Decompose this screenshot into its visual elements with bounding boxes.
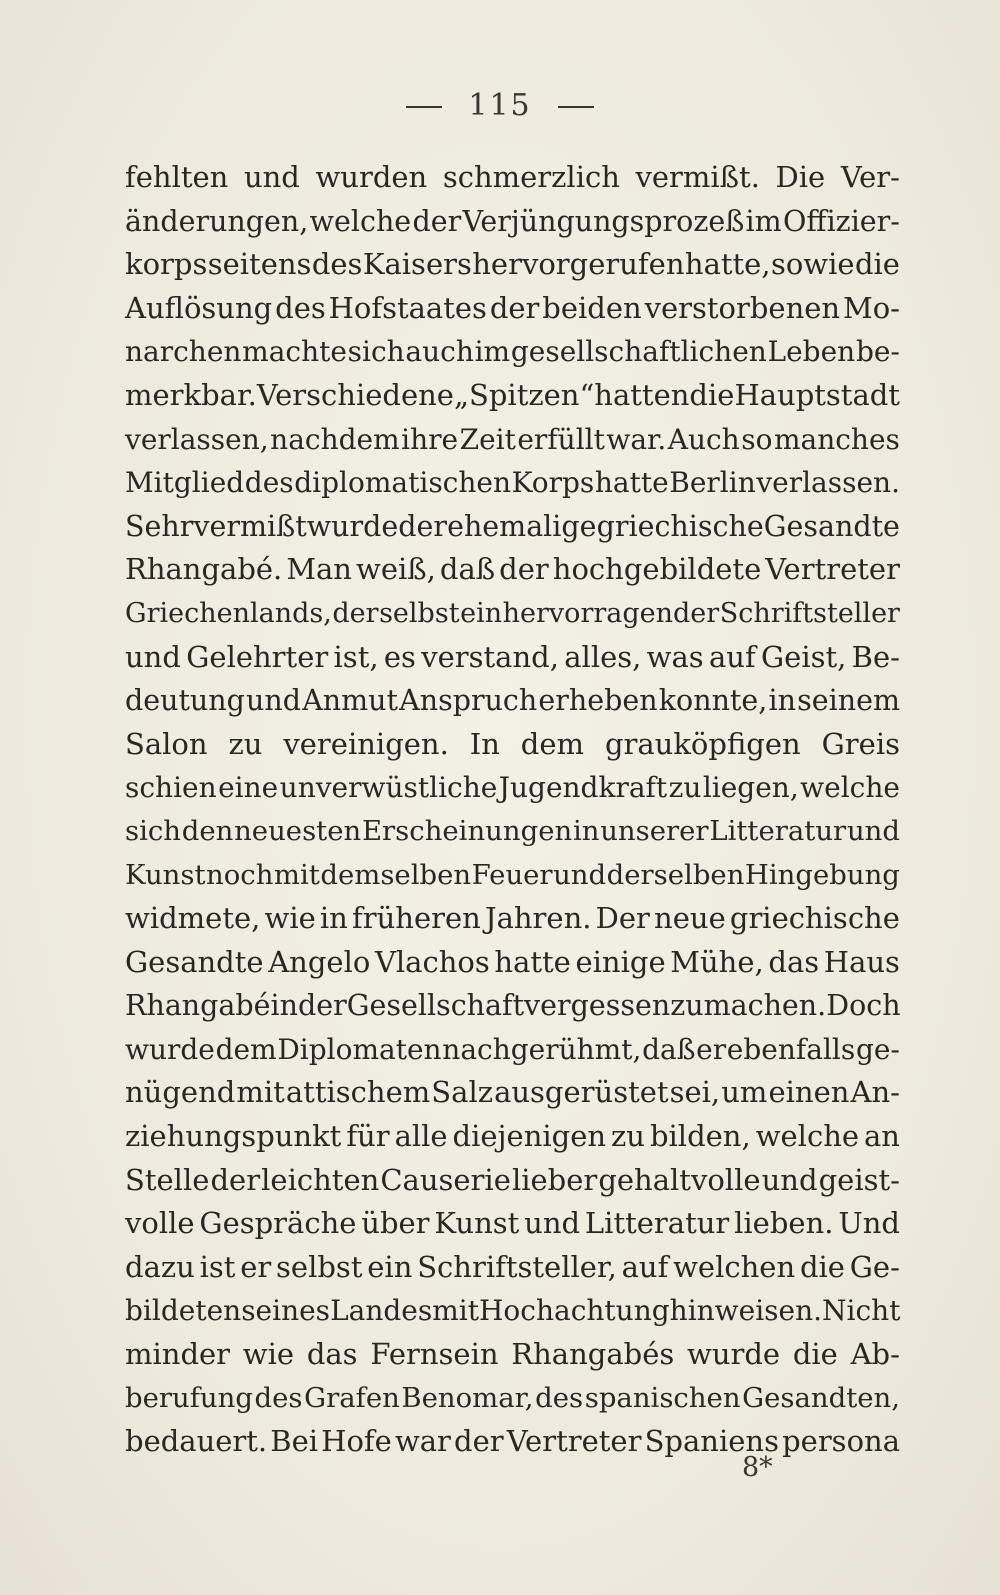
word: beiden	[542, 290, 642, 325]
word: hatte	[594, 466, 669, 500]
word: be-	[855, 335, 900, 369]
word: früheren	[352, 901, 481, 936]
word: verstand,	[421, 639, 559, 674]
word: der	[398, 509, 448, 543]
word: zu	[611, 1119, 645, 1154]
word: er	[696, 1032, 727, 1066]
word: unserer	[600, 814, 709, 847]
word: Der	[595, 901, 650, 936]
word: die	[792, 1337, 838, 1372]
text-line	[125, 766, 900, 810]
word: Offizier-	[782, 204, 900, 238]
word: grauköpfigen	[604, 726, 801, 761]
word: die	[854, 247, 900, 282]
word: und	[761, 1162, 818, 1197]
word: Gesandte	[125, 944, 264, 979]
word: hinweisen.	[669, 1294, 823, 1328]
word: Hochachtung	[479, 1294, 670, 1328]
word: die	[689, 377, 735, 412]
word: das	[306, 1337, 358, 1372]
word: An-	[850, 1075, 900, 1110]
word: attischem	[285, 1075, 431, 1110]
word: Haus	[823, 944, 900, 979]
word: seines	[241, 1294, 331, 1328]
word: Bei	[270, 1424, 319, 1459]
word: mit	[273, 858, 320, 891]
page-header	[0, 88, 1000, 123]
text-line	[125, 374, 900, 418]
word: welche	[800, 771, 900, 805]
word: und	[846, 814, 900, 847]
word: ge-	[855, 1032, 900, 1066]
word: sowie	[770, 247, 855, 282]
word: Hingebung	[744, 858, 900, 891]
text-line	[125, 1246, 900, 1290]
word: Rhangabé	[125, 989, 271, 1023]
word: hatte	[494, 944, 571, 979]
word: Vertreter	[765, 552, 900, 587]
word: auf	[708, 639, 756, 674]
word: Geist,	[761, 639, 847, 674]
word: Litteratur	[584, 1206, 730, 1241]
word: und	[125, 639, 181, 674]
word: hatten	[594, 377, 690, 412]
word: in	[572, 814, 600, 847]
word: Auflösung	[125, 290, 273, 325]
word: für	[346, 1119, 390, 1154]
word: lieben.	[734, 1206, 834, 1241]
word: Zeit	[459, 422, 516, 456]
word: berufung	[125, 1381, 253, 1414]
word: neue	[654, 901, 726, 936]
word: wurde	[125, 1032, 215, 1066]
word: welche	[309, 204, 412, 238]
word: griechische	[729, 901, 900, 936]
text-line	[125, 461, 900, 505]
word: der	[412, 204, 462, 238]
word: bilden,	[649, 1119, 751, 1154]
word: daß	[439, 552, 496, 587]
word: Korps	[511, 466, 595, 500]
word: selbst	[379, 597, 460, 629]
text-line	[125, 1028, 900, 1072]
word: Ge-	[849, 1249, 900, 1284]
header-dash-left	[406, 106, 442, 108]
word: seinem	[797, 684, 900, 718]
word: und	[243, 160, 300, 194]
word: einen	[768, 1075, 850, 1110]
word: demselben	[320, 858, 472, 891]
text-line	[125, 287, 900, 331]
word: Benomar,	[401, 1381, 534, 1414]
word: dem	[520, 726, 585, 761]
word: narchen	[125, 335, 242, 369]
word: Fernsein	[370, 1337, 499, 1372]
word: hatte,	[684, 247, 771, 282]
word: des	[244, 466, 294, 500]
word: wurden	[315, 160, 428, 194]
word: Anmut	[302, 684, 398, 718]
word: des	[535, 1381, 584, 1414]
word: widmete,	[125, 901, 261, 936]
text-line	[125, 200, 900, 244]
signature-mark: 8*	[742, 1452, 773, 1483]
word: war.	[606, 422, 667, 456]
header-dash-right	[558, 106, 594, 108]
word: noch	[206, 858, 274, 891]
word: neuesten	[234, 814, 362, 847]
word: Kaisers	[362, 247, 472, 282]
word: Litteratur	[709, 814, 847, 847]
word: schmerzlich	[442, 160, 620, 194]
word: deutung	[125, 684, 245, 718]
word: Causerie	[380, 1162, 511, 1197]
word: der	[210, 1162, 261, 1197]
word: derselben	[606, 858, 745, 891]
word: geist-	[818, 1162, 900, 1197]
word: Rhangabés	[511, 1337, 675, 1372]
text-line	[125, 1071, 900, 1115]
word: der	[298, 989, 347, 1023]
word: Mo-	[843, 290, 900, 325]
word: seitens	[207, 247, 312, 282]
word: war	[394, 1424, 451, 1459]
word: Gespräche	[199, 1206, 357, 1241]
word: korps	[125, 247, 208, 282]
word: liegen,	[702, 771, 799, 805]
word: unverwüstliche	[279, 771, 498, 805]
word: schien	[125, 771, 217, 805]
word: und	[246, 684, 302, 718]
word: mit	[432, 1294, 480, 1328]
text-line	[125, 1289, 900, 1333]
word: merkbar.	[125, 377, 257, 412]
word: leichten	[261, 1162, 380, 1197]
word: ausgerüstet	[494, 1075, 669, 1110]
word: ist,	[333, 639, 379, 674]
word: des	[311, 247, 363, 282]
text-line	[125, 984, 900, 1028]
word: in	[319, 901, 348, 936]
word: nachgerühmt,	[442, 1032, 642, 1066]
word: Berlin	[669, 466, 756, 500]
text-line	[125, 1377, 900, 1421]
word: sich	[347, 335, 405, 369]
word: wurde	[306, 509, 399, 543]
word: Nicht	[822, 1294, 901, 1328]
word: Jahren.	[484, 901, 592, 936]
word: diejenigen	[452, 1119, 607, 1154]
word: um	[721, 1075, 768, 1110]
body-text	[125, 156, 900, 1464]
word: auf	[621, 1249, 669, 1284]
word: im	[474, 335, 511, 369]
word: dazu	[125, 1249, 195, 1284]
word: ein	[367, 1249, 413, 1284]
text-line	[125, 810, 900, 854]
word: und	[524, 1206, 581, 1241]
word: Schriftsteller	[719, 597, 900, 629]
word: ehemalige	[447, 509, 597, 543]
word: Anspruch	[399, 684, 538, 718]
text-line	[125, 156, 900, 200]
word: Greis	[821, 726, 900, 761]
word: sich	[125, 814, 182, 847]
text-line	[125, 1115, 900, 1159]
word: dem	[215, 1032, 277, 1066]
word: manches	[773, 422, 900, 456]
word: Rhangabé.	[125, 552, 283, 587]
word: eine	[218, 771, 279, 805]
text-line	[125, 1420, 900, 1464]
word: es	[383, 639, 416, 674]
word: volle	[125, 1206, 195, 1241]
word: Ver-	[840, 160, 900, 194]
word: welchen	[673, 1249, 796, 1284]
word: änderungen,	[125, 204, 309, 238]
word: Jugendkraft	[498, 771, 668, 805]
text-line	[125, 1333, 900, 1377]
text-line	[125, 1159, 900, 1203]
word: Stelle	[125, 1162, 210, 1197]
word: Sehr	[125, 509, 194, 543]
word: hervorragender	[502, 597, 720, 629]
word: das	[768, 944, 820, 979]
word: im	[745, 204, 782, 238]
word: ihre	[401, 422, 459, 456]
word: verlassen.	[756, 466, 900, 500]
word: weiß,	[356, 552, 436, 587]
word: Angelo	[268, 944, 371, 979]
word: persona	[782, 1424, 900, 1459]
word: über	[361, 1206, 430, 1241]
word: zu	[228, 726, 263, 761]
word: und	[553, 858, 607, 891]
word: In	[469, 726, 500, 761]
word: an	[864, 1119, 900, 1154]
text-line	[125, 548, 900, 592]
text-line	[125, 243, 900, 287]
word: so	[741, 422, 773, 456]
word: nachdem	[270, 422, 400, 456]
word: diplomatischen	[294, 466, 512, 500]
word: konnte,	[658, 684, 768, 718]
word: daß	[642, 1032, 696, 1066]
word: Verschiedene	[256, 377, 454, 412]
word: vermißt.	[635, 160, 760, 194]
text-line	[125, 592, 900, 636]
word: Erscheinungen	[361, 814, 573, 847]
word: ebenfalls	[726, 1032, 856, 1066]
word: ziehungspunkt	[125, 1119, 342, 1154]
text-line	[125, 941, 900, 985]
word: ein	[460, 597, 503, 629]
word: Kunst	[434, 1206, 520, 1241]
word: vereinigen.	[283, 726, 449, 761]
word: sei,	[669, 1075, 721, 1110]
word: wie	[264, 901, 316, 936]
word: wie	[242, 1337, 295, 1372]
word: Mitglied	[125, 466, 245, 500]
word: alle	[394, 1119, 448, 1154]
word: minder	[125, 1337, 231, 1372]
word: Die	[775, 160, 826, 194]
word: mit	[236, 1075, 285, 1110]
text-line	[125, 854, 900, 898]
word: Be-	[851, 639, 900, 674]
text-line	[125, 505, 900, 549]
word: Spaniens	[644, 1424, 779, 1459]
word: Vertreter	[506, 1424, 642, 1459]
word: zu	[668, 771, 702, 805]
word: hervorgerufen	[472, 247, 685, 282]
word: des	[254, 1381, 303, 1414]
word: hochgebildete	[552, 552, 762, 587]
word: welche	[755, 1119, 860, 1154]
word: bildeten	[125, 1294, 242, 1328]
word: Grafen	[304, 1381, 400, 1414]
word: die	[799, 1249, 845, 1284]
word: Vlachos	[374, 944, 490, 979]
word: Salon	[125, 726, 208, 761]
word: einige	[575, 944, 666, 979]
word: Gesandten,	[742, 1381, 900, 1414]
word: erfüllt	[517, 422, 605, 456]
word: Leben	[767, 335, 856, 369]
text-line	[125, 330, 900, 374]
word: den	[181, 814, 234, 847]
word: gehaltvolle	[598, 1162, 761, 1197]
word: Hofe	[321, 1424, 392, 1459]
word: Kunst	[125, 858, 206, 891]
word: Hofstaates	[328, 290, 487, 325]
word: Verjüngungsprozeß	[462, 204, 745, 238]
word: fehlten	[125, 160, 229, 194]
word: vermißt	[193, 509, 307, 543]
word: Landes	[330, 1294, 433, 1328]
word: der	[499, 552, 549, 587]
text-line	[125, 1202, 900, 1246]
word: Ab-	[850, 1337, 900, 1372]
word: Salz	[431, 1075, 494, 1110]
text-line	[125, 418, 900, 462]
word: Feuer	[471, 858, 553, 891]
word: ist	[199, 1249, 236, 1284]
word: Griechenlands,	[125, 597, 332, 629]
word: machte	[242, 335, 347, 369]
word: was	[646, 639, 704, 674]
word: Man	[286, 552, 352, 587]
word: Gesandte	[763, 509, 900, 543]
word: Diplomaten	[277, 1032, 442, 1066]
word: zu	[670, 989, 704, 1023]
text-line	[125, 679, 900, 723]
word: verlassen,	[125, 422, 269, 456]
text-line	[125, 636, 900, 680]
word: verstorbenen	[644, 290, 841, 325]
word: lieber	[511, 1162, 598, 1197]
word: griechische	[596, 509, 764, 543]
word: Schriftsteller,	[417, 1249, 617, 1284]
text-line	[125, 897, 900, 941]
word: in	[270, 989, 298, 1023]
word: machen.	[703, 989, 827, 1023]
word: Und	[838, 1206, 900, 1241]
word: bedauert.	[125, 1424, 268, 1459]
text-line	[125, 723, 900, 767]
page-number: 115	[468, 88, 532, 123]
word: des	[275, 290, 326, 325]
word: nügend	[125, 1075, 236, 1110]
word: „Spitzen“	[453, 377, 595, 412]
word: in	[768, 684, 796, 718]
word: Gesellschaft	[346, 989, 525, 1023]
word: auch	[405, 335, 474, 369]
word: Mühe,	[670, 944, 764, 979]
word: Doch	[826, 989, 901, 1023]
word: der	[454, 1424, 504, 1459]
word: spanischen	[584, 1381, 741, 1414]
word: gesellschaftlichen	[510, 335, 767, 369]
word: er	[240, 1249, 272, 1284]
word: erheben	[538, 684, 658, 718]
word: wurde	[687, 1337, 781, 1372]
word: der	[489, 290, 540, 325]
word: Auch	[667, 422, 740, 456]
word: Hauptstadt	[734, 377, 900, 412]
word: vergessen	[524, 989, 671, 1023]
word: Gelehrter	[186, 639, 329, 674]
word: selbst	[276, 1249, 363, 1284]
word: der	[332, 597, 379, 629]
word: alles,	[564, 639, 642, 674]
